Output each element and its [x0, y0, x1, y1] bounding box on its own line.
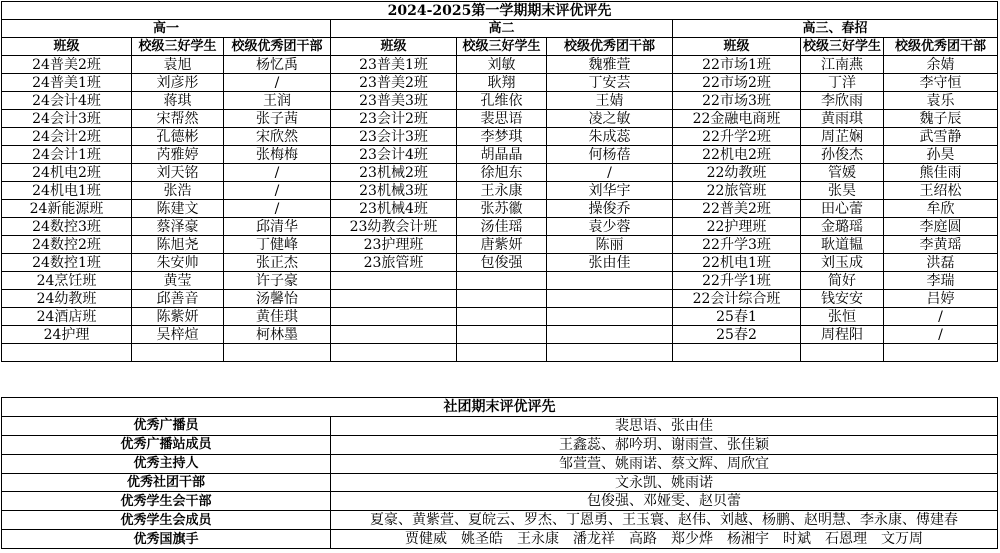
student-cell: 蔡泽豪 — [132, 218, 224, 236]
grade-awards-table — [1, 1, 998, 362]
student-cell — [457, 272, 547, 290]
table-row — [2, 236, 998, 254]
student-cell: 田心蕾 — [801, 200, 884, 218]
class-cell: 25春2 — [673, 326, 801, 344]
cadre-cell: 张梅梅 — [224, 146, 331, 164]
class-cell: 22市场2班 — [673, 74, 801, 92]
student-cell: 裴思语 — [457, 110, 547, 128]
student-cell: 孔维依 — [457, 92, 547, 110]
student-cell: 陈建文 — [132, 200, 224, 218]
award-recipients: 裴思语、张由佳 — [331, 416, 998, 435]
student-cell — [457, 308, 547, 326]
student-cell: 耿道韫 — [801, 236, 884, 254]
award-category-label: 优秀广播站成员 — [2, 435, 331, 454]
class-cell: 24机电2班 — [2, 164, 132, 182]
award-category-label: 优秀广播员 — [2, 416, 331, 435]
student-cell: 刘彦彤 — [132, 74, 224, 92]
table-row — [2, 182, 998, 200]
column-header-student: 校级三好学生 — [132, 38, 224, 56]
student-cell: 李梦琪 — [457, 128, 547, 146]
class-cell: 23普美2班 — [331, 74, 457, 92]
class-cell: 25春1 — [673, 308, 801, 326]
student-cell: 陈旭尧 — [132, 236, 224, 254]
student-cell: 刘天铭 — [132, 164, 224, 182]
class-cell: 24普美2班 — [2, 56, 132, 74]
cadre-cell: 何杨蓓 — [547, 146, 673, 164]
class-cell: 24会计4班 — [2, 92, 132, 110]
grade-header-1: 高一 — [2, 20, 331, 38]
class-cell: 22旅管班 — [673, 182, 801, 200]
class-cell — [331, 290, 457, 308]
cadre-cell: 魏雅萱 — [547, 56, 673, 74]
student-cell: 张昊 — [801, 182, 884, 200]
cadre-cell: 丁安芸 — [547, 74, 673, 92]
class-cell: 24数控1班 — [2, 254, 132, 272]
table-row — [2, 146, 998, 164]
student-cell: 金璐瑶 — [801, 218, 884, 236]
student-cell: 包俊强 — [457, 254, 547, 272]
class-cell: 22升学3班 — [673, 236, 801, 254]
page-title: 2024-2025第一学期期末评优评先 — [2, 2, 998, 20]
cadre-cell: 张正杰 — [224, 254, 331, 272]
club-award-row — [2, 416, 998, 435]
club-awards-table — [1, 397, 998, 549]
cadre-cell: 李瑞 — [884, 272, 998, 290]
class-cell: 23会计3班 — [331, 128, 457, 146]
award-category-label: 优秀学生会成员 — [2, 511, 331, 530]
student-cell: 刘玉成 — [801, 254, 884, 272]
cadre-cell — [547, 272, 673, 290]
empty-cell — [132, 344, 224, 362]
cadre-cell: 丁健峰 — [224, 236, 331, 254]
class-cell: 23会计2班 — [331, 110, 457, 128]
cadre-cell: 杨忆禹 — [224, 56, 331, 74]
cadre-cell: 袁乐 — [884, 92, 998, 110]
student-cell: 黄雨琪 — [801, 110, 884, 128]
student-cell: 张恒 — [801, 308, 884, 326]
student-cell: 唐紫妍 — [457, 236, 547, 254]
table-row — [2, 272, 998, 290]
cadre-cell: 许子豪 — [224, 272, 331, 290]
student-cell: 周程阳 — [801, 326, 884, 344]
cadre-cell — [547, 308, 673, 326]
student-cell: 汤佳瑶 — [457, 218, 547, 236]
class-cell: 22机电2班 — [673, 146, 801, 164]
student-cell — [457, 290, 547, 308]
student-cell: 袁旭 — [132, 56, 224, 74]
student-cell: 管媛 — [801, 164, 884, 182]
student-cell: 孙俊杰 — [801, 146, 884, 164]
table-row — [2, 290, 998, 308]
cadre-cell: 宋欣然 — [224, 128, 331, 146]
column-header-class: 班级 — [331, 38, 457, 56]
empty-cell — [457, 344, 547, 362]
student-cell: 徐旭东 — [457, 164, 547, 182]
student-cell: 周芷娴 — [801, 128, 884, 146]
empty-cell — [673, 344, 801, 362]
cadre-cell: / — [224, 74, 331, 92]
cadre-cell: 熊佳雨 — [884, 164, 998, 182]
class-cell: 23旅管班 — [331, 254, 457, 272]
empty-cell — [331, 344, 457, 362]
cadre-cell: 汤馨怡 — [224, 290, 331, 308]
student-cell: 丁洋 — [801, 74, 884, 92]
cadre-cell — [547, 326, 673, 344]
table-row-empty — [2, 344, 998, 362]
class-cell — [331, 308, 457, 326]
class-cell: 22机电1班 — [673, 254, 801, 272]
club-award-row — [2, 454, 998, 473]
student-cell: 邱善音 — [132, 290, 224, 308]
award-category-label: 优秀学生会干部 — [2, 492, 331, 511]
student-cell: 简好 — [801, 272, 884, 290]
class-cell: 23幼教会计班 — [331, 218, 457, 236]
award-category-label: 优秀社团干部 — [2, 473, 331, 492]
student-cell: 芮雅婷 — [132, 146, 224, 164]
cadre-cell: 朱成蕊 — [547, 128, 673, 146]
class-cell: 24会计1班 — [2, 146, 132, 164]
grade-header-2: 高二 — [331, 20, 673, 38]
student-cell: 刘敏 — [457, 56, 547, 74]
class-cell: 24酒店班 — [2, 308, 132, 326]
cadre-cell: 孙昊 — [884, 146, 998, 164]
cadre-cell: 黄佳琪 — [224, 308, 331, 326]
table-row — [2, 92, 998, 110]
cadre-cell: 余婧 — [884, 56, 998, 74]
student-cell: 吴梓煊 — [132, 326, 224, 344]
class-cell: 23会计4班 — [331, 146, 457, 164]
cadre-cell: 魏子辰 — [884, 110, 998, 128]
class-cell: 24烹饪班 — [2, 272, 132, 290]
student-cell: 朱安帅 — [132, 254, 224, 272]
award-recipients: 包俊强、邓娅雯、赵贝蕾 — [331, 492, 998, 511]
cadre-cell: 凌之敏 — [547, 110, 673, 128]
class-cell: 24数控2班 — [2, 236, 132, 254]
cadre-cell: 牟欣 — [884, 200, 998, 218]
student-cell: 张浩 — [132, 182, 224, 200]
column-header-student: 校级三好学生 — [457, 38, 547, 56]
class-cell: 22会计综合班 — [673, 290, 801, 308]
cadre-cell: 吕婷 — [884, 290, 998, 308]
empty-cell — [884, 344, 998, 362]
class-cell: 24普美1班 — [2, 74, 132, 92]
class-cell: 23机械3班 — [331, 182, 457, 200]
class-cell: 24幼教班 — [2, 290, 132, 308]
class-cell: 24新能源班 — [2, 200, 132, 218]
class-cell: 23普美3班 — [331, 92, 457, 110]
cadre-cell: 王润 — [224, 92, 331, 110]
student-cell: 宋帮然 — [132, 110, 224, 128]
award-category-label: 优秀主持人 — [2, 454, 331, 473]
grade-header-3: 高三、春招 — [673, 20, 998, 38]
cadre-cell: / — [224, 200, 331, 218]
table-row — [2, 56, 998, 74]
class-cell: 24护理 — [2, 326, 132, 344]
student-cell: 黄莹 — [132, 272, 224, 290]
cadre-cell: 王婧 — [547, 92, 673, 110]
student-cell: 江南燕 — [801, 56, 884, 74]
student-cell: 胡晶晶 — [457, 146, 547, 164]
student-cell — [457, 326, 547, 344]
column-header-class: 班级 — [2, 38, 132, 56]
club-award-row — [2, 473, 998, 492]
club-table-title: 社团期末评优评先 — [2, 398, 998, 417]
table-row — [2, 218, 998, 236]
empty-cell — [2, 344, 132, 362]
cadre-cell — [547, 290, 673, 308]
class-cell: 22普美2班 — [673, 200, 801, 218]
cadre-cell: 洪磊 — [884, 254, 998, 272]
cadre-cell: 武雪静 — [884, 128, 998, 146]
column-header-class: 班级 — [673, 38, 801, 56]
award-recipients: 夏豪、黄紫萱、夏皖云、罗杰、丁恩勇、王玉寰、赵伟、刘越、杨鹏、赵明慧、李永康、傅建春 — [331, 511, 998, 530]
empty-cell — [224, 344, 331, 362]
student-cell: 耿翔 — [457, 74, 547, 92]
cadre-cell: / — [224, 164, 331, 182]
cadre-cell: 柯林墨 — [224, 326, 331, 344]
cadre-cell: 陈丽 — [547, 236, 673, 254]
cadre-cell: 袁少蓉 — [547, 218, 673, 236]
cadre-cell: 邱清华 — [224, 218, 331, 236]
empty-cell — [547, 344, 673, 362]
table-row — [2, 74, 998, 92]
cadre-cell: / — [547, 164, 673, 182]
cadre-cell: 李庭圆 — [884, 218, 998, 236]
student-cell: 蒋琪 — [132, 92, 224, 110]
table-row — [2, 308, 998, 326]
award-recipients: 贾健威 姚圣皓 王永康 潘龙祥 高路 郑少烨 杨湘宇 时斌 石恩理 文万周 — [331, 530, 998, 549]
class-cell: 23机械2班 — [331, 164, 457, 182]
award-category-label: 优秀国旗手 — [2, 530, 331, 549]
award-recipients: 邹萱萱、姚雨诺、蔡文辉、周欣宜 — [331, 454, 998, 473]
cadre-cell: / — [884, 326, 998, 344]
class-cell: 22市场3班 — [673, 92, 801, 110]
class-cell: 24机电1班 — [2, 182, 132, 200]
club-award-row — [2, 492, 998, 511]
award-recipients: 文永凯、姚雨诺 — [331, 473, 998, 492]
table-row — [2, 164, 998, 182]
class-cell: 22幼教班 — [673, 164, 801, 182]
cadre-cell: 李守恒 — [884, 74, 998, 92]
column-header-student: 校级三好学生 — [801, 38, 884, 56]
cadre-cell: / — [224, 182, 331, 200]
class-cell: 24会计2班 — [2, 128, 132, 146]
cadre-cell: 张由佳 — [547, 254, 673, 272]
table-row — [2, 200, 998, 218]
student-cell: 李欣雨 — [801, 92, 884, 110]
student-cell: 钱安安 — [801, 290, 884, 308]
student-cell: 张苏徽 — [457, 200, 547, 218]
class-cell: 22金融电商班 — [673, 110, 801, 128]
student-cell: 王永康 — [457, 182, 547, 200]
class-cell: 23普美1班 — [331, 56, 457, 74]
class-cell: 22升学1班 — [673, 272, 801, 290]
club-award-row — [2, 530, 998, 549]
class-cell: 24会计3班 — [2, 110, 132, 128]
table-row — [2, 326, 998, 344]
cadre-cell: 王绍松 — [884, 182, 998, 200]
table-row — [2, 110, 998, 128]
class-cell: 22护理班 — [673, 218, 801, 236]
club-award-row — [2, 511, 998, 530]
class-cell: 22市场1班 — [673, 56, 801, 74]
student-cell: 陈紫妍 — [132, 308, 224, 326]
cadre-cell: 张子茜 — [224, 110, 331, 128]
class-cell: 23护理班 — [331, 236, 457, 254]
club-award-row — [2, 435, 998, 454]
column-header-cadre: 校级优秀团干部 — [224, 38, 331, 56]
class-cell: 22升学2班 — [673, 128, 801, 146]
cadre-cell: 操俊乔 — [547, 200, 673, 218]
table-row — [2, 128, 998, 146]
empty-cell — [801, 344, 884, 362]
cadre-cell: 刘华宇 — [547, 182, 673, 200]
cadre-cell: 李黄瑶 — [884, 236, 998, 254]
column-header-cadre: 校级优秀团干部 — [547, 38, 673, 56]
class-cell — [331, 272, 457, 290]
student-cell: 孔德彬 — [132, 128, 224, 146]
class-cell: 24数控3班 — [2, 218, 132, 236]
class-cell: 23机械4班 — [331, 200, 457, 218]
award-recipients: 王鑫蕊、郝吟玥、谢雨萱、张佳颖 — [331, 435, 998, 454]
table-row — [2, 254, 998, 272]
class-cell — [331, 326, 457, 344]
cadre-cell: / — [884, 308, 998, 326]
column-header-cadre: 校级优秀团干部 — [884, 38, 998, 56]
